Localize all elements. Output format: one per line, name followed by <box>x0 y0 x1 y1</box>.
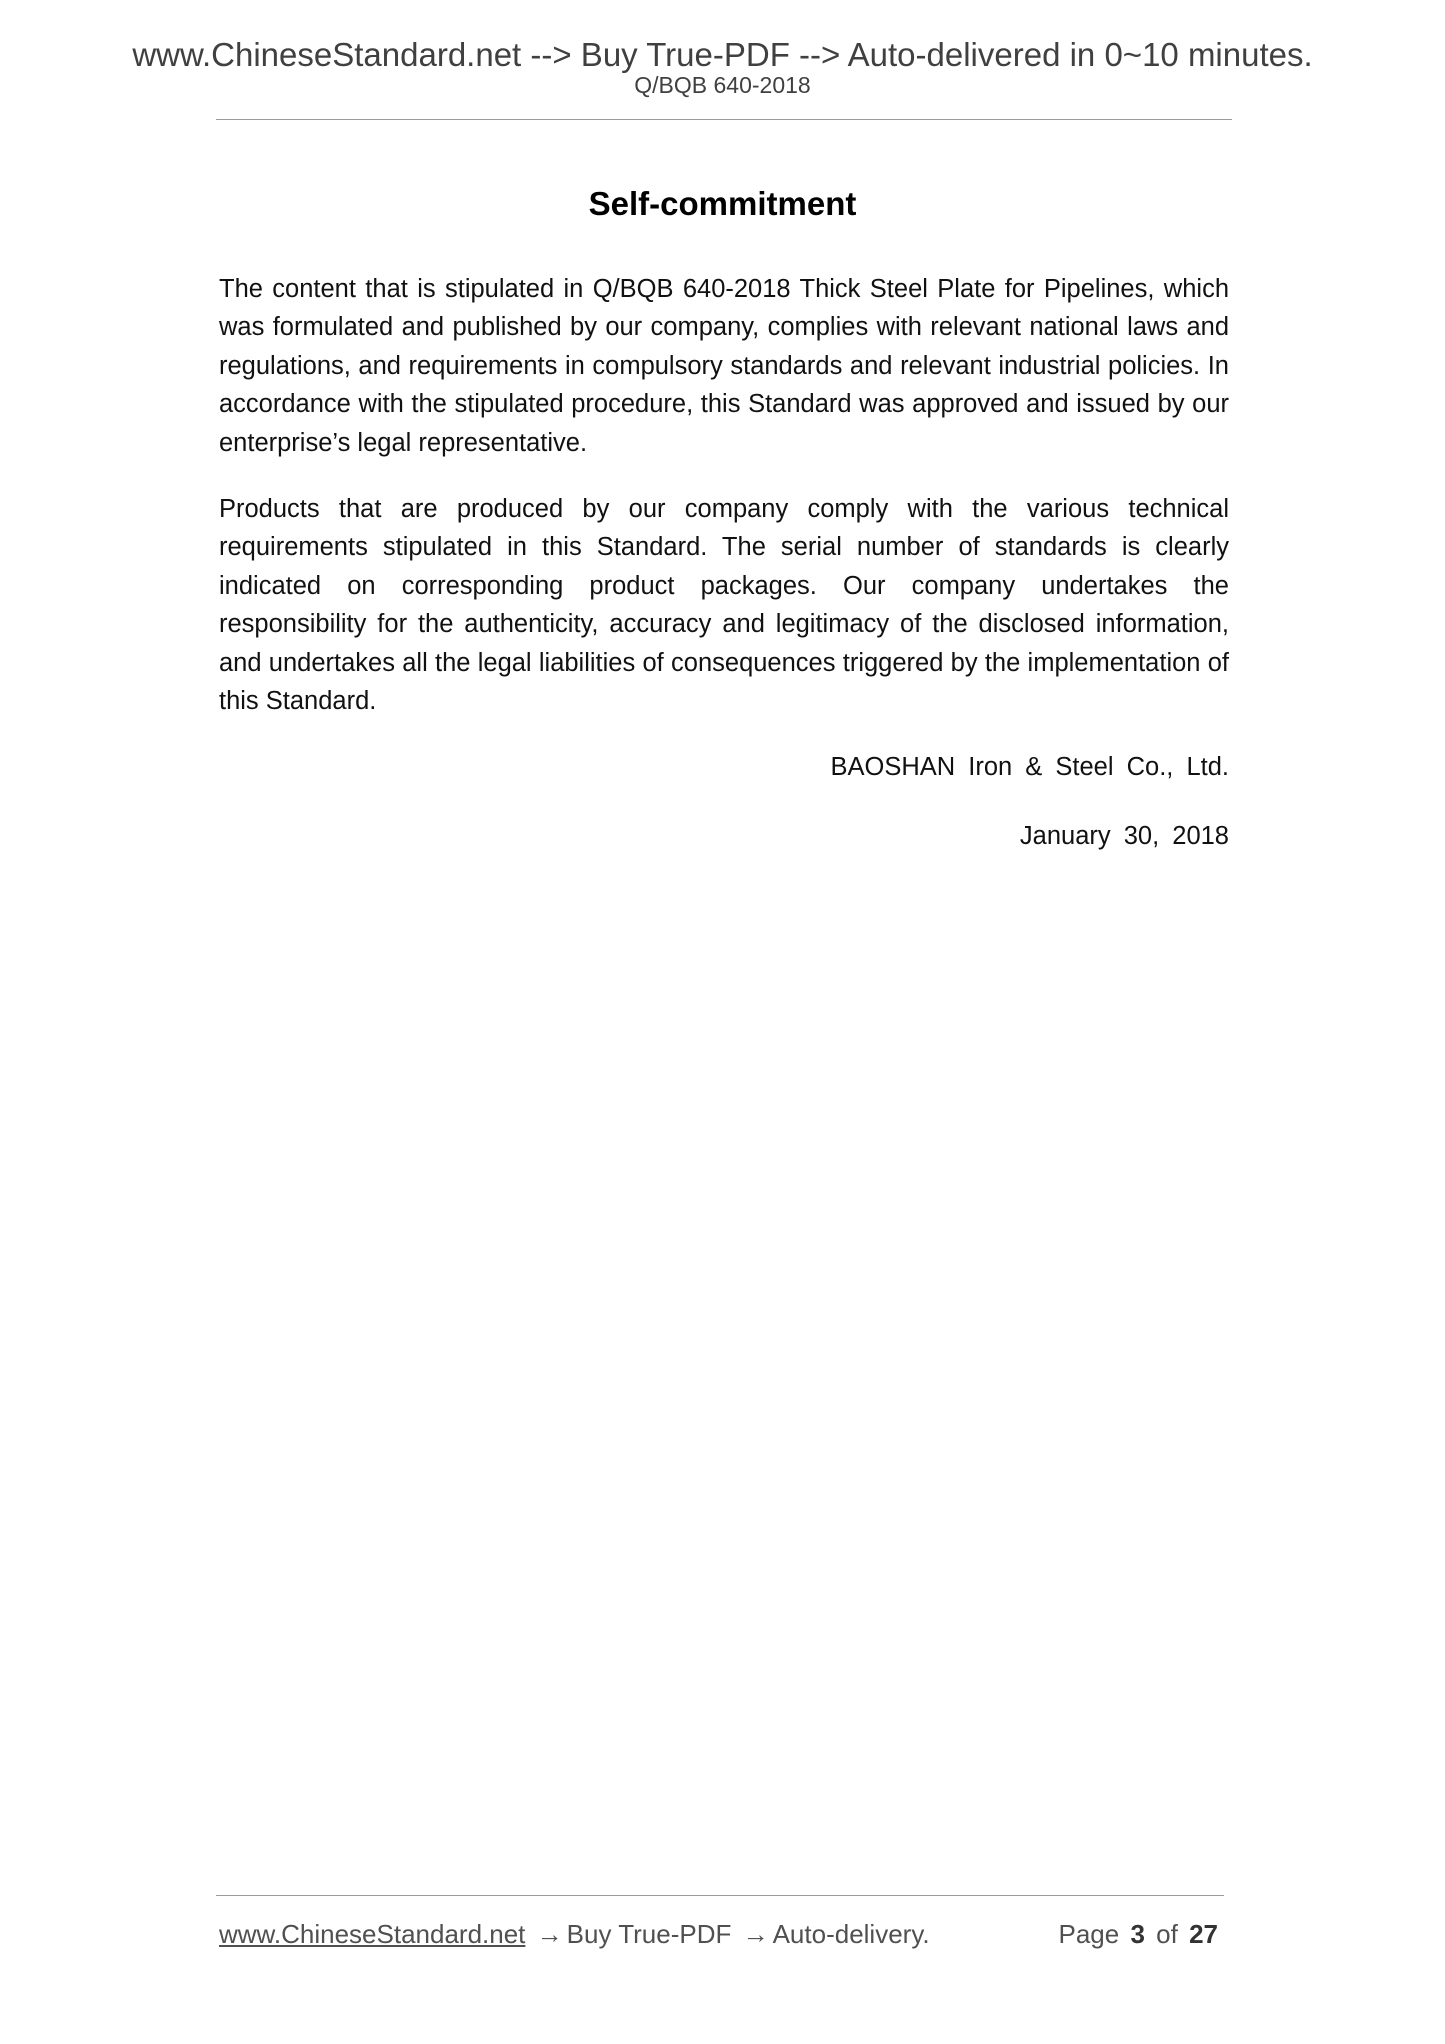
arrow-right-icon: → <box>536 1919 563 1949</box>
document-body <box>219 270 1229 885</box>
signature-date: January 30, 2018 <box>1019 821 1229 850</box>
footer-links <box>219 1917 930 1951</box>
page-current: 3 <box>1130 1919 1145 1949</box>
paragraph-compliance: The content that is stipulated in Q/BQB 640-2018 Thick Steel Plate for Pipelines, which was formulated and published by our company, complies with relevant national laws and regulations, and requirements in compulsory standards and relevant industrial policies. In accordance with the stipulated procedure, this Standard was approved and issued by our enterprise’s legal representative. <box>219 275 1229 457</box>
footer-delivery-text: Auto-delivery. <box>772 1919 930 1949</box>
footer-divider <box>216 1895 1224 1896</box>
signature-company: BAOSHAN Iron & Steel Co., Ltd. <box>830 753 1229 782</box>
page-label: Page <box>1058 1919 1120 1949</box>
paragraph-responsibility: Products that are produced by our company comply with the various technical requirements stipulated in this Standard. The serial number of standards is clearly indicated on corresponding product packages. Our company undertakes the responsibility for the authenticity, accuracy and legitimacy of the disclosed information, and undertakes all the legal liabilities of consequences triggered by the implementation of this Standard. <box>219 495 1229 716</box>
document-code: Q/BQB 640-2018 <box>634 72 811 98</box>
footer-buy-text: Buy True-PDF <box>566 1919 732 1949</box>
top-banner: www.ChineseStandard.net --> Buy True-PDF --> Auto-delivered in 0~10 minutes. <box>132 36 1313 73</box>
footer-site-link[interactable]: www.ChineseStandard.net <box>219 1919 526 1949</box>
arrow-right-icon: → <box>742 1919 769 1949</box>
page-total: 27 <box>1189 1919 1218 1949</box>
header-divider <box>216 119 1232 120</box>
page-title: Self-commitment <box>588 185 857 222</box>
page-number <box>1058 1917 1218 1951</box>
page-of-label: of <box>1156 1919 1178 1949</box>
page-footer <box>219 1917 1224 1951</box>
